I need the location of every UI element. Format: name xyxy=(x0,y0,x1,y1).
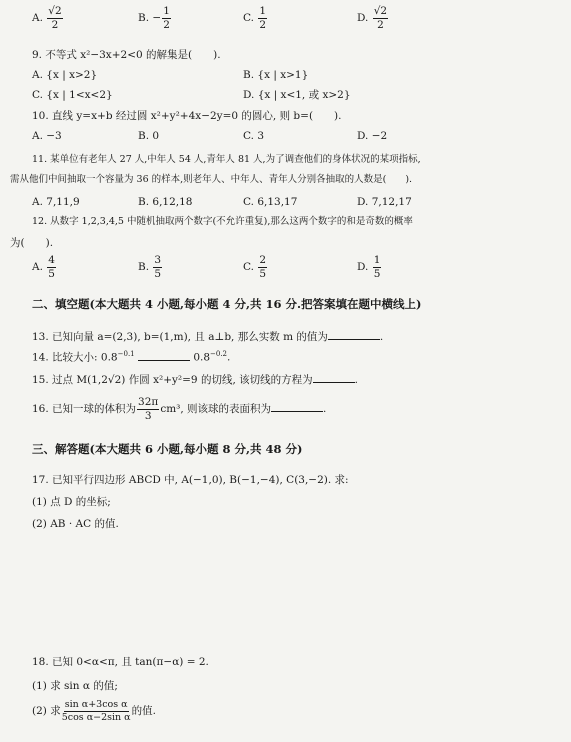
q8-option-b: B. − $\frac{1}{2}$ xyxy=(138,5,170,31)
q16-text-post: cm³, 则该球的表面积为 xyxy=(160,403,272,415)
q16: 16. 已知一球的体积为 $\frac{32\pi}{3}$ cm³, 则该球的表面积为 . xyxy=(32,396,327,422)
q11-option-c: C. 6,13,17 xyxy=(243,196,298,208)
q13-answer-blank xyxy=(328,338,380,340)
q10-option-a: A. −3 xyxy=(32,130,62,142)
q17-part-1: (1) 点 D 的坐标; xyxy=(32,496,111,508)
q10-option-d: D. −2 xyxy=(357,130,388,142)
q14-exp-1: −0.1 xyxy=(117,350,135,358)
q18-part-2-prefix: (2) 求 xyxy=(32,705,61,717)
q15: 15. 过点 M(1,2√2) 作圆 x²+y²=9 的切线, 该切线的方程为 . xyxy=(32,374,358,386)
q11-line-2: 需从他们中间抽取一个容量为 36 的样本,则老年人、中年人、青年人分别各抽取的人数是( ). xyxy=(10,174,413,185)
q17-stem: 17. 已知平行四边形 ABCD 中, A(−1,0), B(−1,−4), C(3,−2). 求: xyxy=(32,474,349,486)
q14-text: 14. 比较大小: 0.8 xyxy=(32,351,118,364)
q11-option-a: A. 7,11,9 xyxy=(32,196,80,208)
q15-answer-blank xyxy=(313,381,355,383)
q18-stem: 18. 已知 0<α<π, 且 tan(π−α) = 2. xyxy=(32,656,209,668)
q10-stem: 10. 直线 y=x+b 经过圆 x²+y²+4x−2y=0 的圆心, 则 b=( ). xyxy=(32,110,342,122)
q11-option-d: D. 7,12,17 xyxy=(357,196,412,208)
q10-option-c: C. 3 xyxy=(243,130,265,142)
q8-option-d: D. $\frac{√2}{2}$ xyxy=(357,5,388,31)
q14-answer-blank xyxy=(138,359,190,361)
q13-text: 13. 已知向量 a=(2,3), b=(1,m), 且 a⊥b, 那么实数 m 的值为 xyxy=(32,331,328,343)
q11-option-b: B. 6,12,18 xyxy=(138,196,193,208)
q14: 14. 比较大小: $0.8^{-0.1}$ $0.8^{-0.2}$. xyxy=(32,350,231,364)
q13: 13. 已知向量 a=(2,3), b=(1,m), 且 a⊥b, 那么实数 m 的值为 . xyxy=(32,331,384,343)
q9-option-c: C. {x | 1<x<2} xyxy=(32,89,113,101)
q16-frac-den: 3 xyxy=(144,409,152,422)
q18-frac-num: sin α+3cos α xyxy=(64,699,128,710)
q18-part-1: (1) 求 sin α 的值; xyxy=(32,680,118,692)
q11-line-1: 11. 某单位有老年人 27 人,中年人 54 人,青年人 81 人,为了调查他们的身体状况的某项指标, xyxy=(32,154,421,165)
q9-stem: 9. 不等式 x²−3x+2<0 的解集是( ). xyxy=(32,49,221,61)
q12-option-a: A. $\frac{4}{5}$ xyxy=(32,254,55,280)
q17-part-2: (2) AB · AC 的值. xyxy=(32,518,119,530)
q12-line-2: 为( ). xyxy=(10,237,54,249)
q16-text: 16. 已知一球的体积为 xyxy=(32,403,137,415)
q15-text: 15. 过点 M(1,2√2) 作圆 x²+y²=9 的切线, 该切线的方程为 xyxy=(32,374,313,386)
q12-option-b: B. $\frac{3}{5}$ xyxy=(138,254,162,280)
q12-line-1: 12. 从数字 1,2,3,4,5 中随机抽取两个数字(不允许重复),那么这两个数字的和是奇数的概率 xyxy=(32,216,413,227)
q14-base-2: 0.8 xyxy=(193,351,211,364)
q8-option-c: C. $\frac{1}{2}$ xyxy=(243,5,267,31)
q9-option-d: D. {x | x<1, 或 x>2} xyxy=(243,89,351,101)
q18-part-2 xyxy=(32,700,156,722)
section-3-heading: 三、解答题(本大题共 6 小题,每小题 8 分,共 48 分) xyxy=(32,442,303,456)
q12-option-c: C. $\frac{2}{5}$ xyxy=(243,254,267,280)
q10-option-b: B. 0 xyxy=(138,130,160,142)
q18-part-2-suffix: 的值. xyxy=(131,705,156,717)
section-2-heading: 二、填空题(本大题共 4 小题,每小题 4 分,共 16 分.把答案填在题中横线上) xyxy=(32,297,422,311)
q9-option-a: A. {x | x>2} xyxy=(32,69,98,81)
q12-option-d: D. $\frac{1}{5}$ xyxy=(357,254,381,280)
q14-exp-2: −0.2 xyxy=(210,350,228,358)
q16-answer-blank xyxy=(271,410,323,412)
q9-option-b: B. {x | x>1} xyxy=(243,69,309,81)
q8-option-a: A. $\frac{√2}{2}$ xyxy=(32,5,62,31)
q18-frac-den: 5cos α−2sin α xyxy=(61,711,131,723)
q16-frac-num: 32π xyxy=(138,396,159,408)
